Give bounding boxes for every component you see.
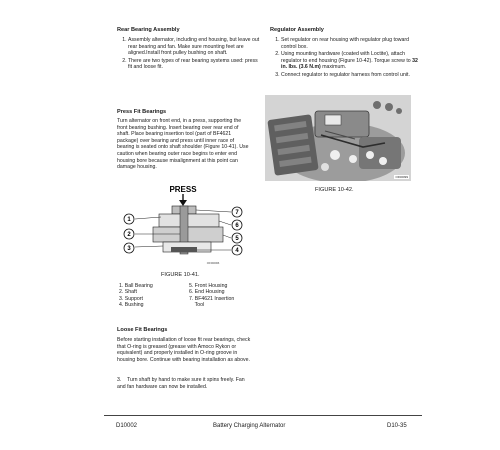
- callout-3-number: 3: [127, 246, 131, 253]
- figure-10-41-illustration: [117, 184, 249, 268]
- rear-bearing-step-2: 2. There are two types of rear bearing systems used: press fit and loose fit.: [128, 58, 261, 71]
- regulator-step-2-text: Using mounting hardware (coated with Loctite), attach regulator to end housing (Figure 10-42). Torque screw to: [281, 51, 413, 64]
- callout-2-number: 2: [127, 232, 131, 239]
- regulator-step-3: 3. Connect regulator to regulator harness from control unit.: [281, 72, 419, 79]
- callout-1-number: 1: [127, 217, 131, 224]
- leader-line-7: [196, 210, 231, 212]
- press-fit-heading: Press Fit Bearings: [117, 109, 167, 115]
- rear-bearing-steps: [117, 37, 261, 72]
- regulator-step-1: 1. Set regulator on rear housing with regulator plug toward control box.: [281, 37, 419, 50]
- rear-bearing-heading: Rear Bearing Assembly: [117, 27, 180, 33]
- rear-bearing-step-1: 1. Assembly alternator, including end housing, but leave out rear bearing and fan. Make sure mounting feet are aligned.Install front pulley bushing on shaft.: [128, 37, 261, 57]
- footer-page-number: D10-35: [387, 423, 407, 429]
- regulator-step-2: [281, 51, 419, 71]
- regulator-step-2-suffix: maximum.: [320, 64, 347, 71]
- press-fit-body: Turn alternator on front end, in a press, supporting the front bearing bushing. Insert bearing over rear end of shaft. Place bearing insertion tool (part of BF4621 package) over bearing and press until inner race of bearing is seated onto shaft shoulder (Figure 10-41). Use caution when bearing outer race begins to enter end housing bore because misalignment at this point can damage housing.: [117, 118, 249, 171]
- press-label: PRESS: [169, 185, 197, 194]
- legend-item-front-housing: 5. Front Housing: [189, 283, 228, 289]
- regulator-heading: Regulator Assembly: [270, 27, 324, 33]
- footer-rule: [104, 415, 422, 416]
- figure-42-photo-code: OF00099: [395, 175, 408, 179]
- leader-line-6: [219, 221, 231, 225]
- regulator-steps: [270, 37, 419, 80]
- loose-fit-step-3: [117, 377, 251, 390]
- legend-item-bushing: 4. Bushing: [119, 301, 144, 308]
- legend-item-insertion-tool: 7. BF4621 Insertion: [189, 295, 235, 302]
- leader-line-3: [135, 246, 163, 247]
- legend-item-ball-bearing: 1. Ball Bearing: [119, 283, 153, 289]
- legend-item-insertion-tool-cont: Tool: [189, 301, 205, 308]
- bushing-part: [171, 247, 197, 252]
- end-housing-part: [159, 214, 219, 227]
- callout-4-number: 4: [235, 248, 239, 255]
- figure-10-41-caption: FIGURE 10-41.: [161, 272, 200, 278]
- press-arrow-head: [179, 200, 187, 206]
- loose-fit-body: Before starting installation of loose fit rear bearings, check that O-ring is greased (grease with Amoco Rykon or equivalent) and properly installed in O-ring groove in housing bore. Continue with bearing installation as above.: [117, 337, 251, 363]
- leader-line-1: [135, 217, 161, 219]
- alternator-photo-drawing: [265, 95, 411, 181]
- figure-10-42-photo: [265, 95, 411, 181]
- loose-fit-step-text: Turn shaft by hand to make sure it spins freely. Fan and fan hardware can now be installed.: [117, 377, 245, 390]
- figure-41-legend-right: [189, 283, 234, 308]
- loose-fit-step-number: 3.: [117, 377, 122, 383]
- legend-item-end-housing: 6. End Housing: [189, 289, 225, 296]
- callout-5-number: 5: [235, 236, 239, 243]
- leader-line-5: [223, 235, 231, 238]
- legend-item-support: 3. Support: [119, 295, 143, 302]
- callout-7-number: 7: [235, 210, 239, 217]
- footer-title: Battery Charging Alternator: [213, 423, 286, 429]
- callout-6-number: 6: [235, 223, 239, 230]
- figure-41-part-code: OF00096: [206, 261, 220, 265]
- figure-10-42-caption: FIGURE 10-42.: [315, 187, 354, 193]
- regulator-torque-value: 32 in. lbs. (3.6 N.m): [281, 57, 418, 71]
- legend-item-shaft: 2. Shaft: [119, 289, 137, 296]
- footer-doc-id: D10002: [116, 423, 138, 429]
- figure-41-legend-left: [119, 283, 153, 308]
- loose-fit-heading: Loose Fit Bearings: [117, 327, 168, 333]
